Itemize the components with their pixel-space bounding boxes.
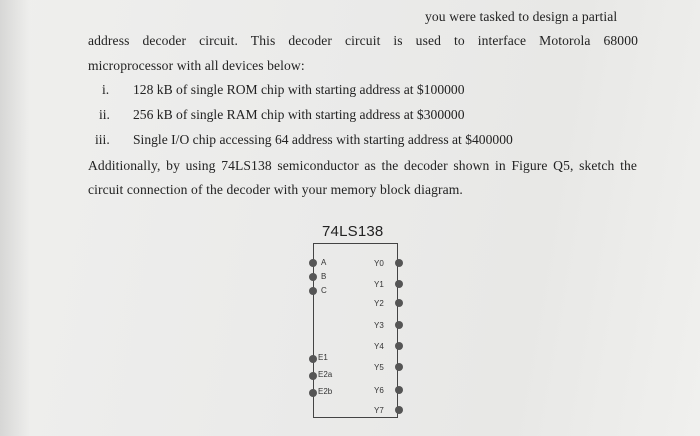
list-item-number: i. xyxy=(102,82,110,97)
list-item-text: Single I/O chip accessing 64 address with starting address at $400000 xyxy=(133,132,513,147)
question-line-2: address decoder circuit. This decoder circuit is used to interface Motorola 68000 xyxy=(88,33,638,48)
pin-label-c: C xyxy=(321,286,327,295)
pin-dot-icon xyxy=(395,259,403,267)
pin-label-y7: Y7 xyxy=(374,406,384,415)
pin-dot-icon xyxy=(309,259,317,267)
pin-label-y1: Y1 xyxy=(374,280,384,289)
pin-dot-icon xyxy=(309,389,317,397)
pin-label-y4: Y4 xyxy=(374,342,384,351)
list-item-text: 128 kB of single ROM chip with starting address at $100000 xyxy=(133,82,465,97)
pin-label-y6: Y6 xyxy=(374,386,384,395)
pin-dot-icon xyxy=(395,299,403,307)
pin-label-b: B xyxy=(321,272,327,281)
pin-label-y0: Y0 xyxy=(374,259,384,268)
list-item-text: 256 kB of single RAM chip with starting address at $300000 xyxy=(133,107,465,122)
pin-dot-icon xyxy=(309,287,317,295)
pin-dot-icon xyxy=(395,406,403,414)
pin-label-y2: Y2 xyxy=(374,299,384,308)
question-line-3: microprocessor with all devices below: xyxy=(88,58,305,73)
pin-dot-icon xyxy=(309,355,317,363)
pin-label-y5: Y5 xyxy=(374,363,384,372)
question-line-5: circuit connection of the decoder with your memory block diagram. xyxy=(88,182,463,197)
list-item-number: iii. xyxy=(95,132,110,147)
pin-dot-icon xyxy=(395,321,403,329)
pin-label-e2b: E2b xyxy=(318,387,333,396)
page-edge-shadow xyxy=(0,0,30,436)
pin-label-e1: E1 xyxy=(318,353,328,362)
list-item-number: ii. xyxy=(99,107,110,122)
pin-dot-icon xyxy=(309,273,317,281)
pin-label-e2a: E2a xyxy=(318,370,333,379)
pin-dot-icon xyxy=(395,386,403,394)
pin-dot-icon xyxy=(395,363,403,371)
pin-dot-icon xyxy=(395,280,403,288)
question-line-1: you were tasked to design a partial xyxy=(425,9,618,24)
question-line-4: Additionally, by using 74LS138 semiconductor as the decoder shown in Figure Q5, sketch the xyxy=(88,158,637,173)
pin-label-y3: Y3 xyxy=(374,321,384,330)
pin-dot-icon xyxy=(309,372,317,380)
pin-label-a: A xyxy=(321,258,327,267)
pin-dot-icon xyxy=(395,342,403,350)
figure-title: 74LS138 xyxy=(322,223,384,240)
